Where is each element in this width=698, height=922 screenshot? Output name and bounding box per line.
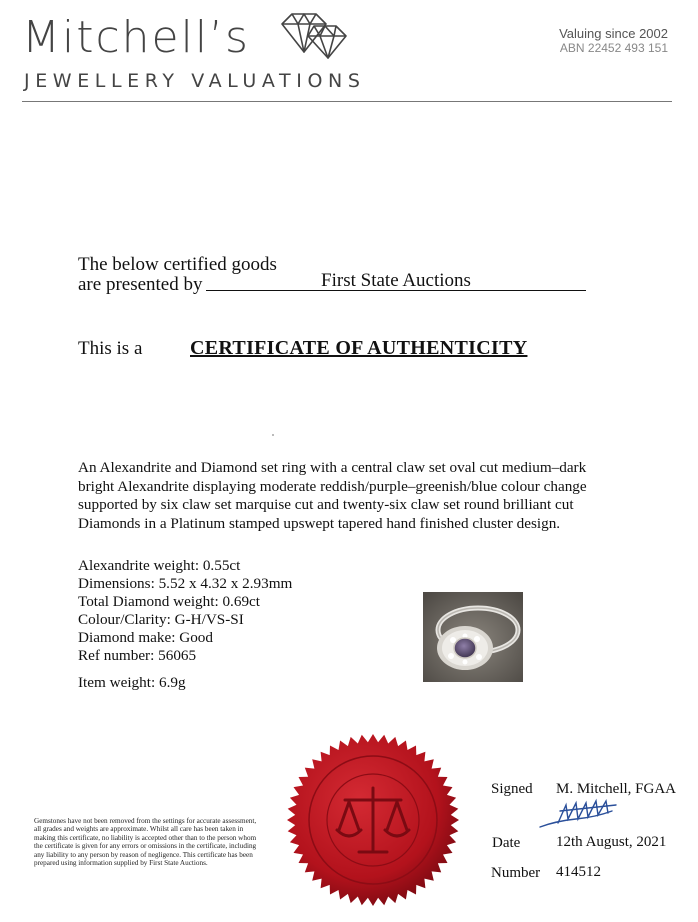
ring-photo bbox=[423, 592, 523, 682]
number-value: 414512 bbox=[556, 864, 601, 880]
signature-icon bbox=[536, 797, 632, 831]
disclaimer-text: Gemstones have not been removed from the settings for accurate assessment, all grades and weights are approximate. Whilst all care has been taken in making this certificate, no liability is accepted other than to the person whom the certificate is given for any errors or omissions in the certificate, including any liability to any person by reason of negligence. This certificate has been prepared using information supplied by First State Auctions. bbox=[34, 817, 257, 868]
signed-label: Signed bbox=[491, 781, 533, 797]
date-value: 12th August, 2021 bbox=[556, 834, 667, 850]
specs-list bbox=[78, 557, 292, 665]
presenter-field: First State Auctions bbox=[206, 270, 586, 291]
since-text: Valuing since 2002 bbox=[559, 26, 668, 41]
certificate-prefix: This is a bbox=[78, 338, 143, 359]
number-label: Number bbox=[491, 865, 541, 881]
spec-colour-clarity: Colour/Clarity: G-H/VS-SI bbox=[78, 611, 244, 628]
spec-diamond-weight: Total Diamond weight: 0.69ct bbox=[78, 593, 260, 610]
spec-alexandrite-weight: Alexandrite weight: 0.55ct bbox=[78, 557, 241, 574]
signer-name: M. Mitchell, FGAA bbox=[556, 781, 676, 797]
item-description: An Alexandrite and Diamond set ring with a central claw set oval cut medium–dark bright Alexandrite displaying moderate reddish/purple–greenish/blue colour change supported by six claw set marquise cut and twenty-six claw set round brilliant cut Diamonds in a Platinum stamped upswept tapered hand finished cluster design. bbox=[78, 459, 587, 532]
brand-name: Mitchell’s bbox=[22, 12, 250, 63]
speck-mark bbox=[272, 434, 274, 436]
date-label: Date bbox=[492, 835, 521, 851]
spec-dimensions: Dimensions: 5.52 x 4.32 x 2.93mm bbox=[78, 575, 293, 592]
diamond-logo-icon bbox=[270, 12, 350, 62]
header-divider bbox=[22, 101, 672, 102]
wax-seal-icon bbox=[283, 730, 463, 910]
certified-goods-text: The below certified goods bbox=[78, 254, 277, 275]
item-weight: Item weight: 6.9g bbox=[78, 674, 186, 691]
abn-text: ABN 22452 493 151 bbox=[559, 41, 668, 55]
brand-subtitle: JEWELLERY VALUATIONS bbox=[24, 70, 366, 92]
presented-by-text: are presented by bbox=[78, 274, 203, 295]
certificate-title: CERTIFICATE OF AUTHENTICITY bbox=[190, 337, 528, 359]
spec-ref-number: Ref number: 56065 bbox=[78, 647, 197, 664]
spec-diamond-make: Diamond make: Good bbox=[78, 629, 213, 646]
